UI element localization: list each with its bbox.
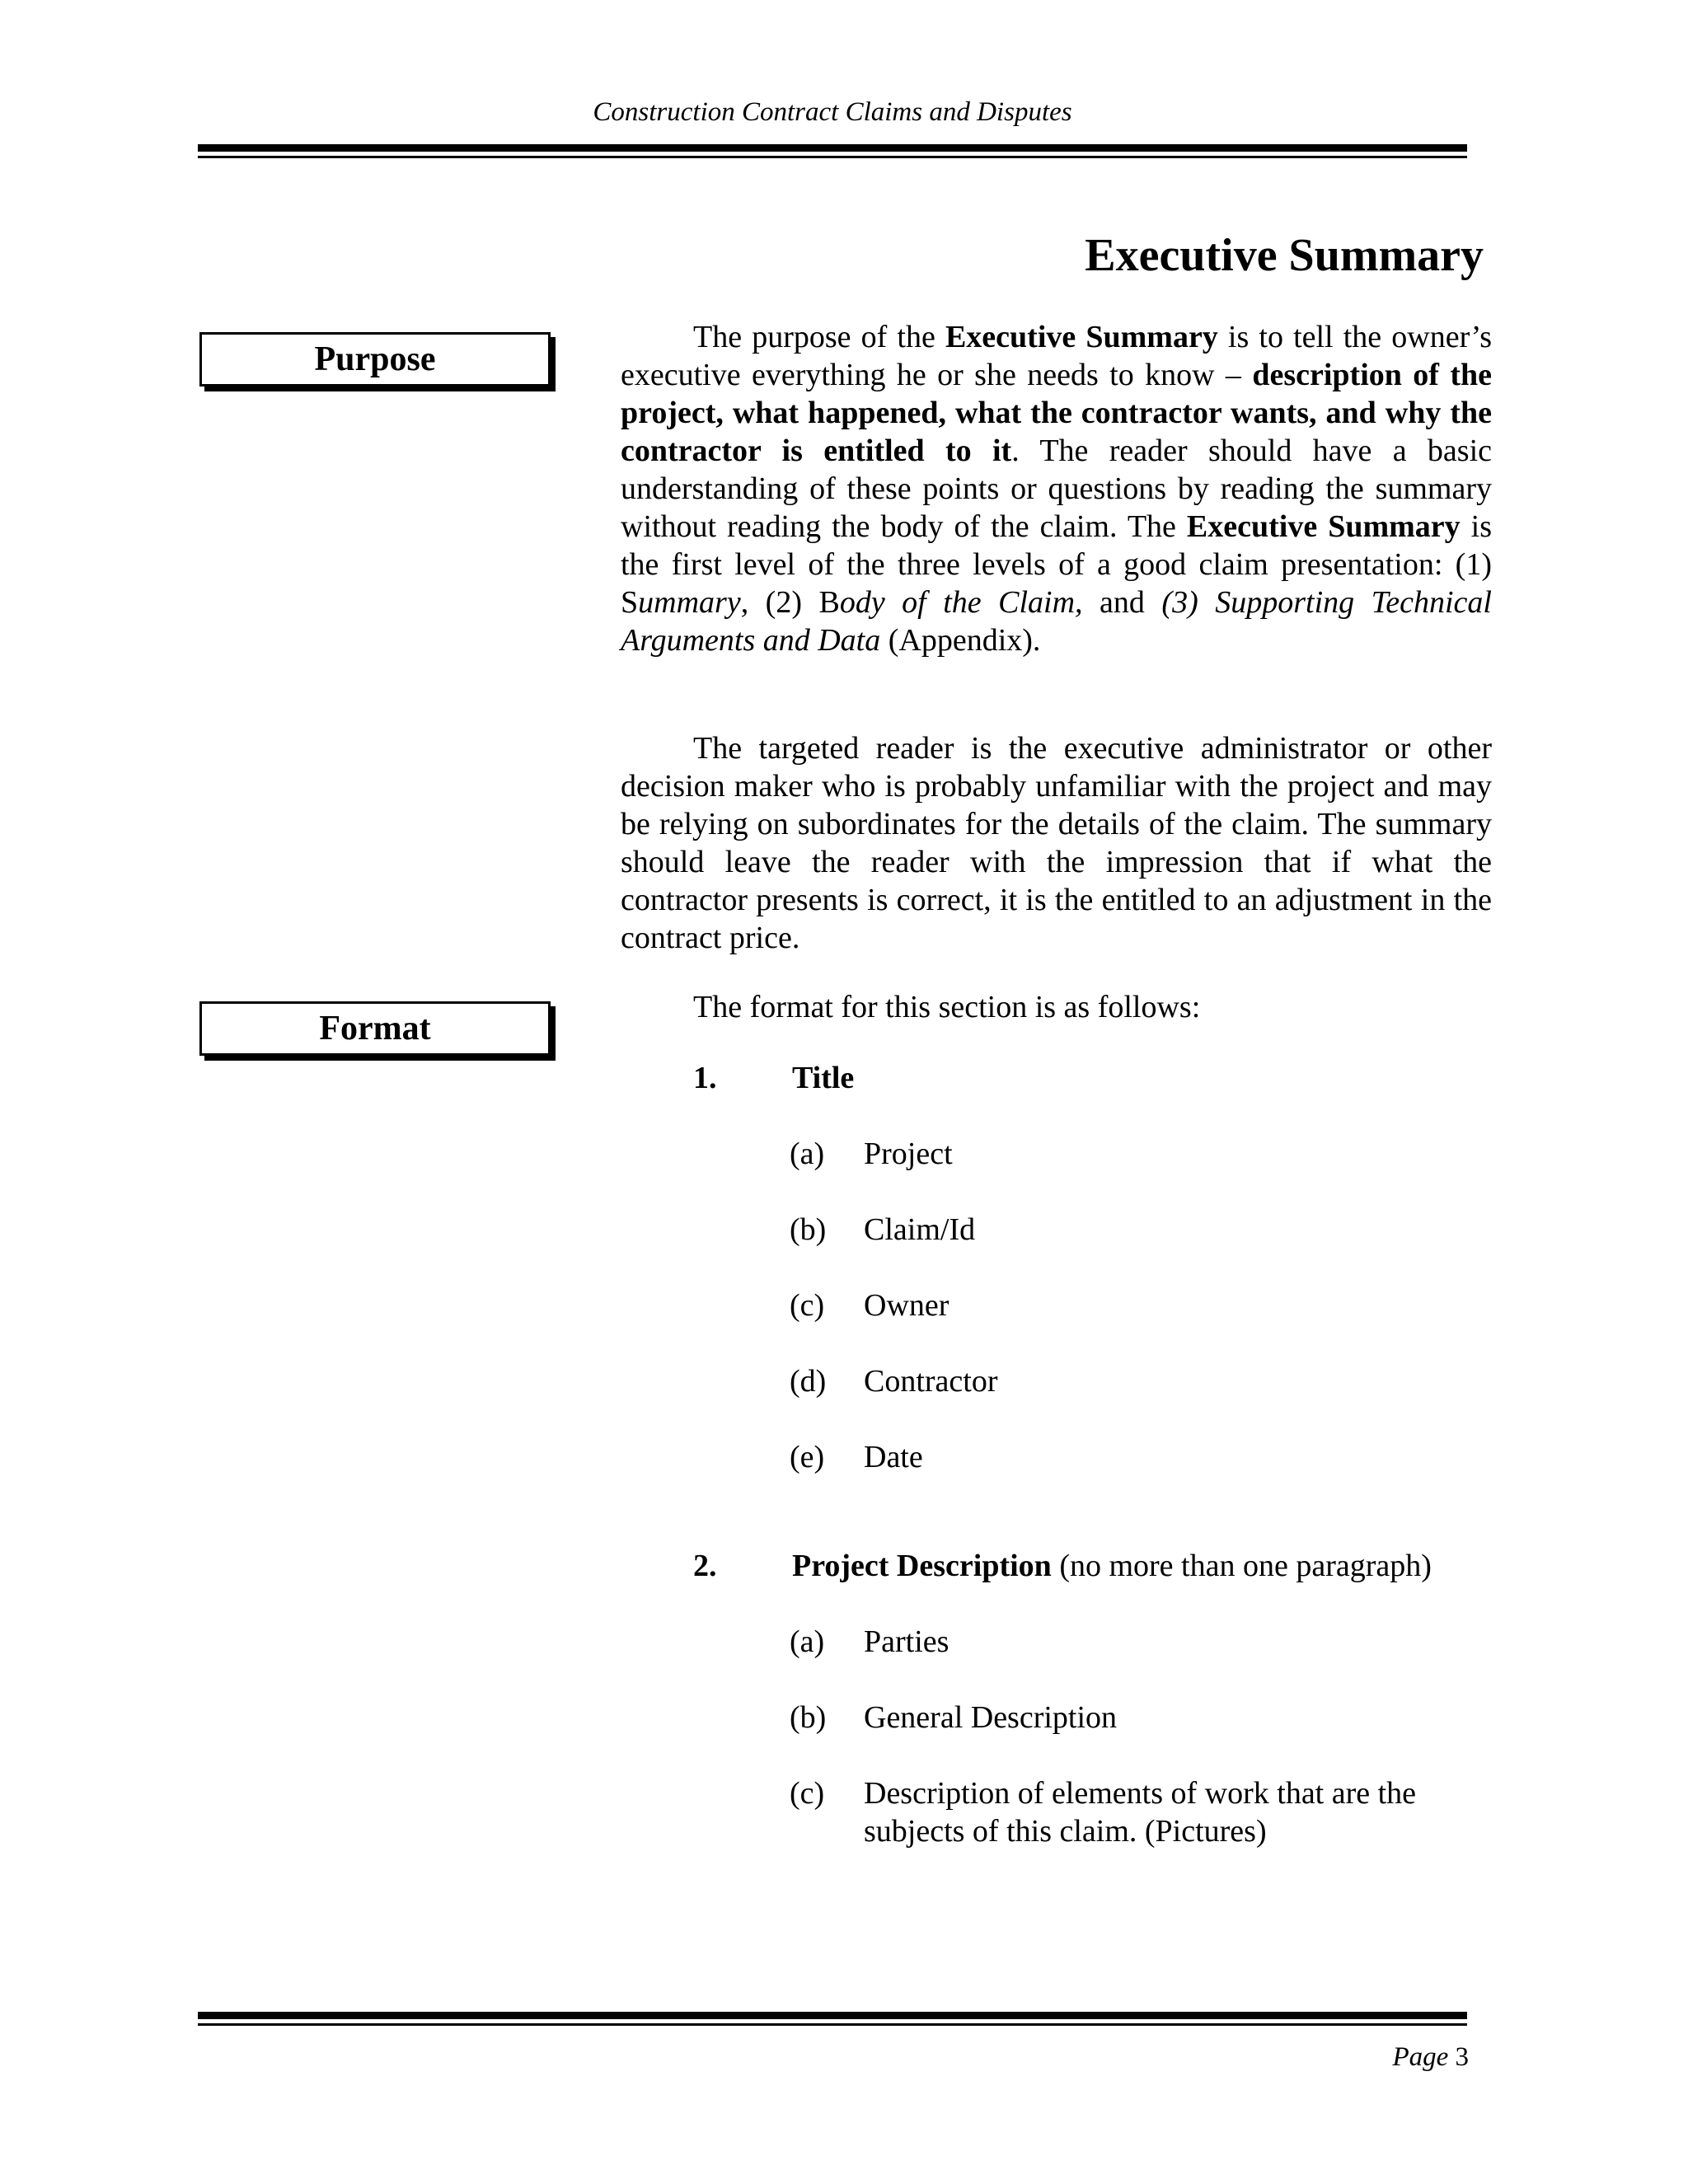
running-header: Construction Contract Claims and Disputes [593,97,1072,127]
page-number: Page 3 [1392,2042,1469,2072]
footer-rule-thick [198,2012,1467,2019]
footer-rule-thin [198,2023,1467,2026]
purpose-paragraph-2: The targeted reader is the executive administrator or other decision maker who is probably unfamiliar with the project and may be relying on subordinates for the details of the claim. The summary should leave the reader with the impression that if what the contractor presents is correct, it is the entitled to an adjustment in the contract price. [621,731,1492,955]
item-number: 1. [693,1061,717,1095]
format-intro: The format for this section is as follows: [693,990,1201,1024]
section-title: Executive Summary [1085,230,1484,281]
header-rule-thin [198,156,1467,158]
purpose-label: Purpose [314,340,436,378]
item-number: 2. [693,1549,717,1583]
header-rule-thick [198,144,1467,152]
format-label-box [199,1001,551,1056]
item-heading: Title [792,1061,855,1095]
format-label: Format [319,1010,431,1047]
item-heading: Project Description (no more than one paragraph) [792,1549,1432,1583]
purpose-paragraph-1: The purpose of the Executive Summary is to tell the owner’s executive everything he or she needs to know – description of the project, what happened, what the contractor wants, and why the contractor is entitled to it. The reader should have a basic understanding of these points or questions by reading the summary without reading the body of the claim. The Executive Summary is the first level of the three levels of a good claim presentation: (1) Summary, (2) Body of the Claim, and (3) Supporting Technical Arguments and Data (Appendix). [621,320,1493,658]
purpose-label-box [199,332,551,387]
